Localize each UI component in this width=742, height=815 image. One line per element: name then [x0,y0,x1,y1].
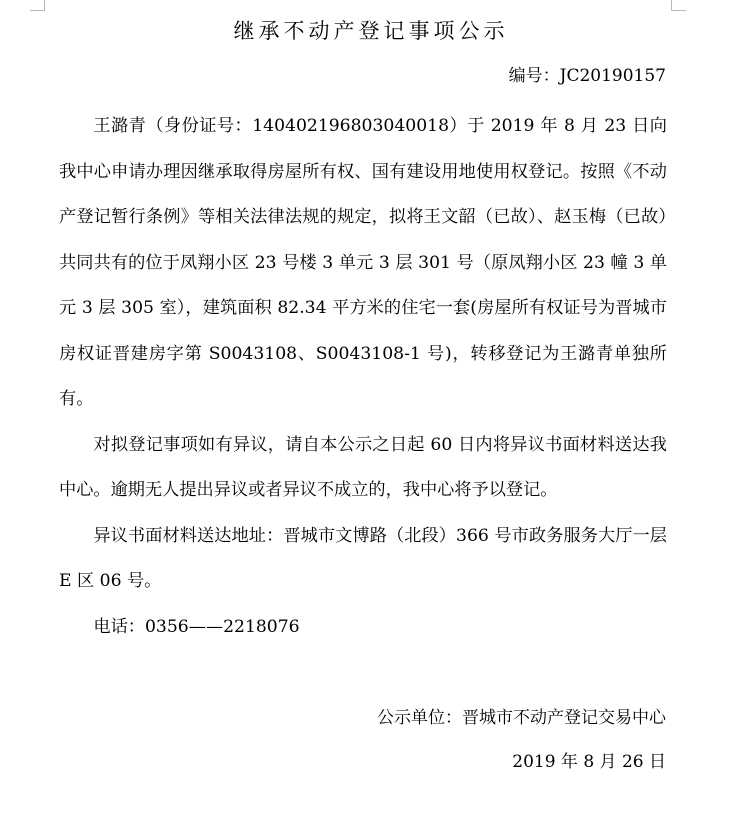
paragraph-objection: 对拟登记事项如有异议，请自本公示之日起 60 日内将异议书面材料送达我中心。逾期无人提出异议或者异议不成立的，我中心将予以登记。 [59,434,667,500]
document-title: 继承不动产登记事项公示 [233,19,509,43]
paragraph-phone: 电话：0356——2218076 [93,616,300,637]
crop-mark-top-right [671,0,686,11]
paragraph-application: 王潞青（身份证号：140402196803040018）于 2019 年 8 月 23 日向我中心申请办理因继承取得房屋所有权、国有建设用地使用权登记。按照《不动产登记暂行条例》等相关法律法规的规定，拟将王文韶（已故）、赵玉梅（已故）共同共有的位于凤翔小区 23 号楼 3 单元 3 层 301 号（原凤翔小区 23 幢 3 单元 3 层 305 室），建筑面积 82.34 平方米的住宅一套(房屋所有权证号为晋城市房权证晋建房字第 S0043108、S0043108-1 号)，转移登记为王潞青单独所有。 [59,116,667,409]
paragraph-address: 异议书面材料送达地址：晋城市文博路（北段）366 号市政务服务大厅一层 E 区 06 号。 [59,525,667,591]
document-number: 编号：JC20190157 [508,66,666,86]
issue-date: 2019 年 8 月 26 日 [512,752,666,772]
document-body [59,104,667,650]
issuing-unit: 公示单位：晋城市不动产登记交易中心 [377,708,666,728]
crop-mark-top-left [30,0,45,11]
